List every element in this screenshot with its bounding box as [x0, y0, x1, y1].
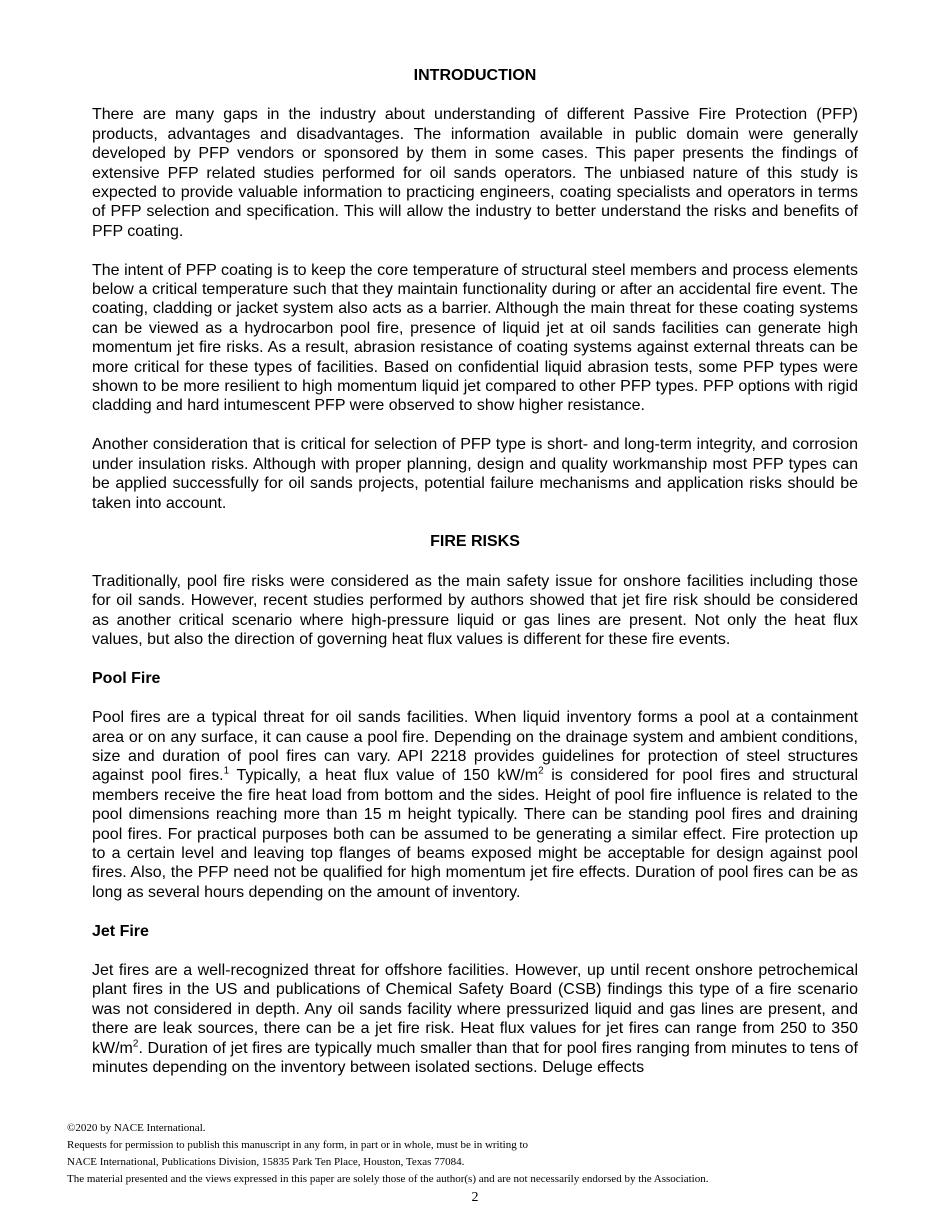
fire-risks-paragraph: Traditionally, pool fire risks were considered as the main safety issue for onshore facilities including those for oil sands. However, recent studies performed by authors showed that jet fire risk should be considered as another critical scenario where high-pressure liquid or gas lines are present. Not only the heat flux values, but also the direction of governing heat flux values is different for these fire events. — [92, 572, 858, 648]
copyright-line: ©2020 by NACE International. — [67, 1122, 206, 1134]
pool-fire-heading: Pool Fire — [92, 669, 161, 687]
address-line: NACE International, Publications Division, 15835 Park Ten Place, Houston, Texas 77084. — [67, 1156, 465, 1168]
permission-line: Requests for permission to publish this manuscript in any form, in part or in whole, must be in writing to — [67, 1139, 529, 1151]
page-number: 2 — [471, 1190, 479, 1205]
unit-superscript: 2 — [538, 766, 544, 778]
jet-fire-paragraph — [92, 961, 858, 1077]
pool-fire-paragraph — [92, 708, 858, 902]
disclaimer-line: The material presented and the views expressed in this paper are solely those of the author(s) and are not necessarily endorsed by the Association. — [67, 1173, 709, 1185]
body-text — [92, 66, 858, 1097]
introduction-heading: INTRODUCTION — [413, 67, 537, 84]
unit-superscript: 2 — [132, 1038, 139, 1050]
pool-fire-text-1: Pool fires are a typical threat for oil sands facilities. When liquid inventory forms a pool at a containment area or on any surface, it can cause a pool fire. Depending on the drainage system and ambient conditions, size and duration of pool fires can vary. API 2218 provides guidelines for protection of steel structures against pool fires. — [92, 709, 858, 785]
introduction-paragraph-1: There are many gaps in the industry about understanding of different Passive Fire Protection (PFP) products, advantages and disadvantages. The information available in public domain were generally developed by PFP vendors or sponsored by them in some cases. This paper presents the findings of extensive PFP related studies performed for oil sands operators. The unbiased nature of this study is expected to provide valuable information to practicing engineers, coating specialists and operators in terms of PFP selection and specification. This will allow the industry to better understand the risks and benefits of PFP coating. — [92, 106, 858, 240]
copyright-footer — [67, 1120, 897, 1188]
fire-risks-heading: FIRE RISKS — [430, 533, 520, 551]
jet-fire-text-1: Jet fires are a well-recognized threat for offshore facilities. However, up until recent onshore petrochemical plant fires in the US and publications of Chemical Safety Board (CSB) findings this type of a fire scenario was not considered in depth. Any oil sands facility where pressurized liquid and gas lines are present, and there are leak sources, there can be a jet fire risk. Heat flux values for jet fires can range from 250 to 350 kW/m — [92, 961, 858, 1057]
pool-fire-text-3: is considered for pool fires and structural members receive the fire heat load from bottom and the sides. Height of pool fire influence is related to the pool dimensions reaching more than 15 m height typically. There can be standing pool fires and draining pool fires. For practical purposes both can be assumed to be generating a similar effect. Fire protection up to a certain level and leaving top flanges of beams exposed might be acceptable for design against pool fires. Also, the PFP need not be qualified for high momentum jet fire effects. Duration of pool fires can be as long as several hours depending on the amount of inventory. — [92, 767, 859, 901]
reference-superscript: 1 — [223, 766, 230, 778]
jet-fire-heading: Jet Fire — [92, 922, 149, 940]
introduction-paragraph-2: The intent of PFP coating is to keep the core temperature of structural steel members and process elements below a critical temperature such that they maintain functionality during or after an accidental fire event. The coating, cladding or jacket system also acts as a barrier. Although the main threat for these coating systems can be viewed as a hydrocarbon pool fire, presence of liquid jet at oil sands facilities can generate high momentum jet fire risks. As a result, abrasion resistance of coating systems against external threats can be more critical for these types of facilities. Based on confidential liquid abrasion tests, some PFP types were shown to be more resilient to high momentum liquid jet compared to other PFP types. PFP options with rigid cladding and hard intumescent PFP were observed to show higher resistance. — [92, 261, 858, 415]
jet-fire-text-2: . Duration of jet fires are typically much smaller than that for pool fires ranging from minutes to tens of minutes depending on the inventory between isolated sections. Deluge effects — [92, 1039, 858, 1077]
pool-fire-text-2: Typically, a heat flux value of 150 kW/m — [229, 767, 539, 785]
introduction-paragraph-3: Another consideration that is critical for selection of PFP type is short- and long-term integrity, and corrosion under insulation risks. Although with proper planning, design and quality workmanship most PFP types can be applied successfully for oil sands projects, potential failure mechanisms and application risks should be taken into account. — [92, 436, 858, 512]
